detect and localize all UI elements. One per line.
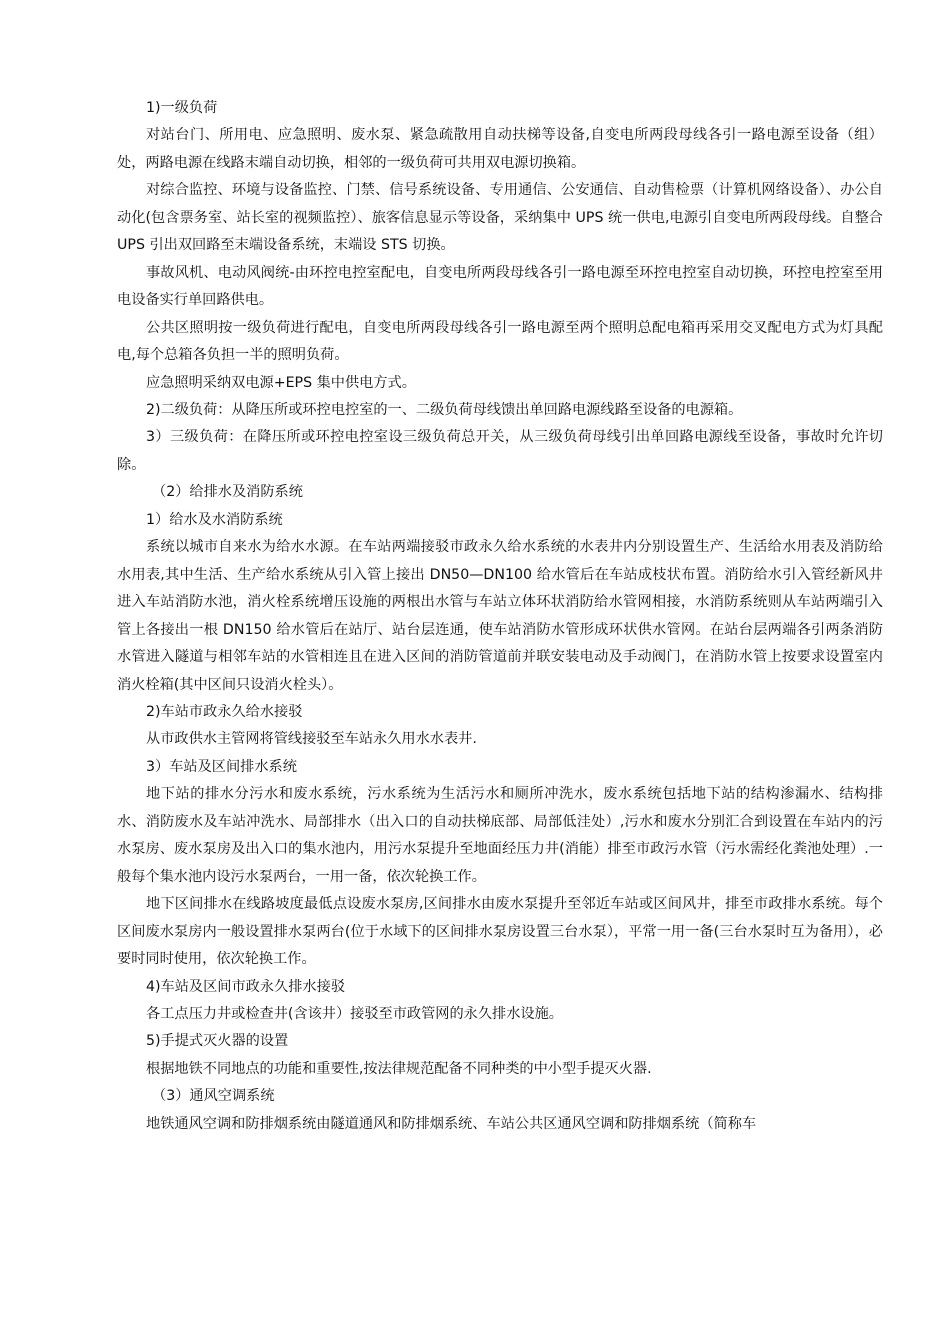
paragraph-level1-ups: 对综合监控、环境与设备监控、门禁、信号系统设备、专用通信、公安通信、自动售检票（计算机网络设备）、办公自动化(包含票务室、站长室的视频监控）、旅客信息显示等设备，采纳集中 UPS 统一供电,电源引自变电所两段母线。自整合 UPS 引出双回路至末端设备系统，末端设 STS 切换。 xyxy=(117,182,883,254)
paragraph-fire-extinguishers: 根据地铁不同地点的功能和重要性,按法律规范配备不同种类的中小型手提灭火器. xyxy=(146,1060,652,1077)
heading-water-supply: 1）给水及水消防系统 xyxy=(146,511,283,528)
heading-fire-extinguishers: 5)手提式灭火器的设置 xyxy=(146,1033,289,1050)
paragraph-ventilation: 地铁通风空调和防排烟系统由隧道通风和防排烟系统、车站公共区通风空调和防排烟系统（简称车 xyxy=(146,1115,757,1132)
section-heading-water-fire: （2）给排水及消防系统 xyxy=(152,484,303,501)
paragraph-level3-load: 3）三级负荷：在降压所或环控电控室设三级负荷总开关，从三级负荷母线引出单回路电源线至设备，事故时允许切除。 xyxy=(117,429,883,473)
paragraph-level2-load: 2)二级负荷：从降压所或环控电控室的一、二级负荷母线馈出单回路电源线路至设备的电源箱。 xyxy=(146,401,743,418)
paragraph-drainage-interval: 地下区间排水在线路坡度最低点设废水泵房,区间排水由废水泵提升至邻近车站或区间风井，排至市政排水系统。每个区间废水泵房内一般设置排水泵两台(位于水域下的区间排水泵房设置三台水泵），平常一用一备(三台水泵时互为备用），必要时同时使用，依次轮换工作。 xyxy=(117,896,883,968)
paragraph-emergency-lighting: 应急照明采纳双电源+EPS 集中供电方式。 xyxy=(146,374,416,391)
paragraph-drainage-connection: 各工点压力井或检查井(含该井）接驳至市政管网的永久排水设施。 xyxy=(146,1005,563,1022)
paragraph-level1-fans: 事故风机、电动风阀统-由环控电控室配电，自变电所两段母线各引一路电源至环控电控室自动切换，环控电控室至用电设备实行单回路供电。 xyxy=(117,264,883,309)
heading-drainage-connection: 4)车站及区间市政永久排水接驳 xyxy=(146,978,346,995)
heading-municipal-water-connection: 2)车站市政永久给水接驳 xyxy=(146,703,303,720)
paragraph-level1-lighting: 公共区照明按一级负荷进行配电，自变电所两段母线各引一路电源至两个照明总配电箱再采用交叉配电方式为灯具配电,每个总箱各负担一半的照明负荷。 xyxy=(117,319,883,364)
paragraph-water-supply: 系统以城市自来水为给水水源。在车站两端接驳市政永久给水系统的水表井内分别设置生产、生活给水用表及消防给水用表,其中生活、生产给水系统从引入管上接出 DN50—DN100 给水管后在车站成枝状布置。消防给水引入管经新风井进入车站消防水池，消火栓系统增压设施的两根出水管与车站立体环状消防给水管网相接，水消防系统则从车站两端引入管上各接出一根 DN150 给水管后在站厅、站台层连通，使车站消防水管形成环状供水管网。在站台层两端各引两条消防水管进入隧道与相邻车站的水管相连且在进入区间的消防管道前并联安装电动及手动阀门，在消防水管上按要求设置室内消火栓箱(其中区间只设消火栓头）。 xyxy=(117,539,883,693)
paragraph-level1-platform-doors: 对站台门、所用电、应急照明、废水泵、紧急疏散用自动扶梯等设备,自变电所两段母线各引一路电源至设备（组）处，两路电源在线路末端自动切换，相邻的一级负荷可共用双电源切换箱。 xyxy=(117,127,883,171)
heading-drainage-system: 3）车站及区间排水系统 xyxy=(146,758,297,775)
paragraph-drainage-station: 地下站的排水分污水和废水系统，污水系统为生活污水和厕所冲洗水，废水系统包括地下站的结构渗漏水、结构排水、消防废水及车站冲洗水、局部排水（出入口的自动扶梯底部、局部低洼处）,污水和废水分别汇合到设置在车站内的污水泵房、废水泵房及出入口的集水池内，用污水泵提升至地面经压力井(消能）排至市政污水管（污水需经化粪池处理）.一般每个集水池内设污水泵两台，一用一备，依次轮换工作。 xyxy=(117,786,883,885)
paragraph-municipal-water-connection: 从市政供水主管网将管线接驳至车站永久用水水表井. xyxy=(146,731,477,748)
document-page xyxy=(117,95,883,1138)
heading-level1-load: 1)一级负荷 xyxy=(146,100,218,116)
section-heading-ventilation: （3）通风空调系统 xyxy=(152,1088,275,1105)
